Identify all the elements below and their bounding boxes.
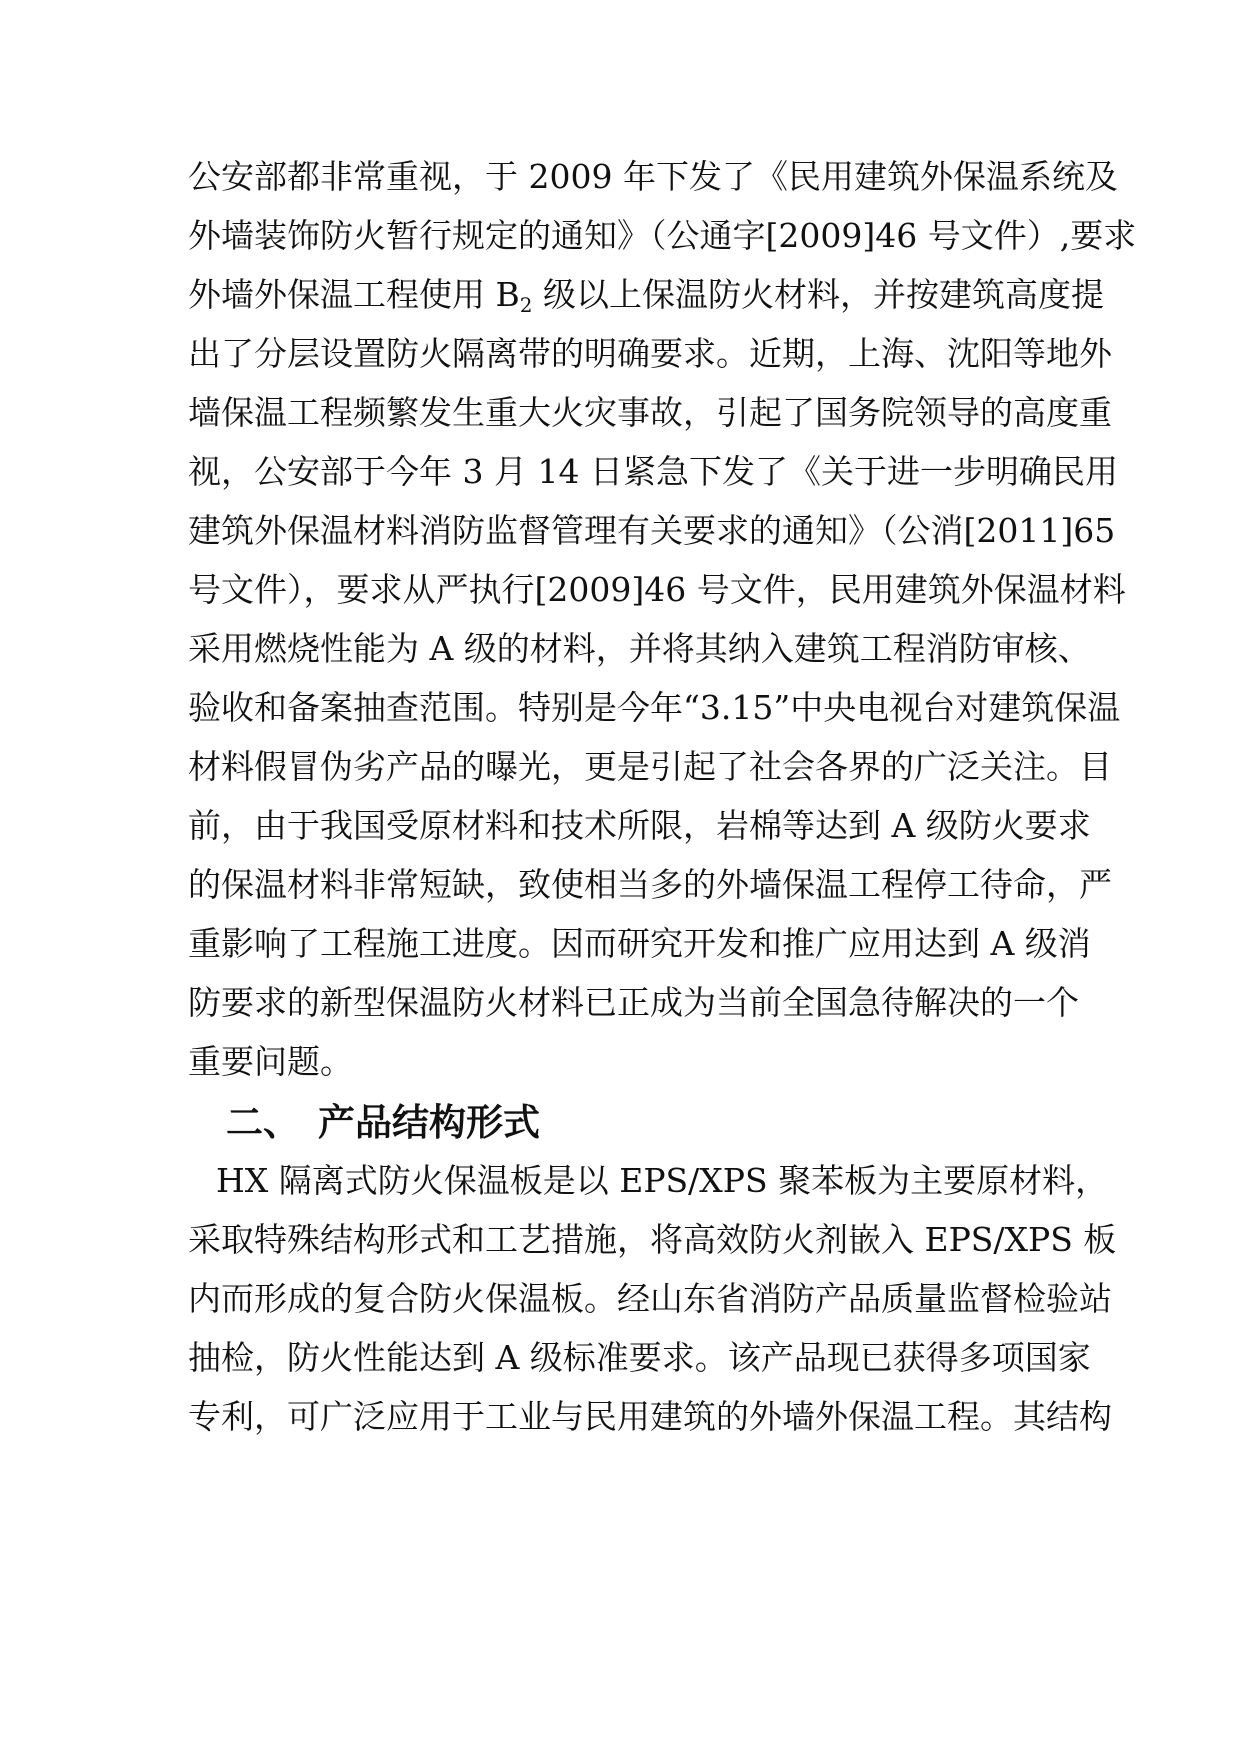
section-heading bbox=[226, 1097, 540, 1149]
paragraph2-line-3: 内而形成的复合防火保温板。经山东省消防产品质量监督检验站 bbox=[188, 1279, 1112, 1318]
paragraph1-line-11: 材料假冒伪劣产品的曝光，更是引起了社会各界的广泛关注。目 bbox=[188, 747, 1112, 786]
paragraph1-line-1: 公安部都非常重视，于 2009 年下发了《民用建筑外保温系统及 bbox=[188, 157, 1118, 196]
paragraph1-line-16: 重要问题。 bbox=[188, 1042, 353, 1081]
paragraph2-line-2: 采取特殊结构形式和工艺措施，将高效防火剂嵌入 EPS/XPS 板 bbox=[188, 1220, 1117, 1259]
paragraph1-line-8: 号文件），要求从严执行[2009]46 号文件，民用建筑外保温材料 bbox=[188, 570, 1126, 609]
paragraph1-line-6: 视，公安部于今年 3 月 14 日紧急下发了《关于进一步明确民用 bbox=[188, 452, 1118, 491]
paragraph1-line-15: 防要求的新型保温防火材料已正成为当前全国急待解决的一个 bbox=[188, 983, 1079, 1022]
paragraph1-line-5: 墙保温工程频繁发生重大火灾事故，引起了国务院领导的高度重 bbox=[188, 393, 1112, 432]
paragraph1-line-13: 的保温材料非常短缺，致使相当多的外墙保温工程停工待命，严 bbox=[188, 865, 1112, 904]
paragraph2-line-4: 抽检，防火性能达到 A 级标准要求。该产品现已获得多项国家 bbox=[188, 1338, 1091, 1377]
paragraph2-line-5: 专利，可广泛应用于工业与民用建筑的外墙外保温工程。其结构 bbox=[188, 1397, 1112, 1436]
paragraph1-line-12: 前，由于我国受原材料和技术所限，岩棉等达到 A 级防火要求 bbox=[188, 806, 1091, 845]
section-title: 产品结构形式 bbox=[318, 1101, 540, 1144]
section-number: 二、 bbox=[226, 1101, 300, 1144]
paragraph1-line-3 bbox=[188, 271, 1104, 319]
paragraph1-line-3-before: 外墙外保温工程使用 B bbox=[188, 275, 520, 314]
paragraph1-line-14: 重影响了工程施工进度。因而研究开发和推广应用达到 A 级消 bbox=[188, 924, 1091, 963]
paragraph1-line-4: 出了分层设置防火隔离带的明确要求。近期，上海、沈阳等地外 bbox=[188, 334, 1112, 373]
paragraph1-line-9: 采用燃烧性能为 A 级的材料，并将其纳入建筑工程消防审核、 bbox=[188, 629, 1091, 668]
paragraph1-line-3-after: 级以上保温防火材料，并按建筑高度提 bbox=[532, 275, 1104, 314]
paragraph1-line-10: 验收和备案抽查范围。特别是今年“3.15”中央电视台对建筑保温 bbox=[188, 688, 1121, 727]
paragraph2-line-1: HX 隔离式防火保温板是以 EPS/XPS 聚苯板为主要原材料， bbox=[216, 1161, 1109, 1200]
paragraph1-line-2: 外墙装饰防火暂行规定的通知》（公通字[2009]46 号文件）,要求 bbox=[188, 216, 1137, 255]
paragraph1-line-7: 建筑外保温材料消防监督管理有关要求的通知》（公消[2011]65 bbox=[188, 511, 1116, 550]
subscript-2: 2 bbox=[519, 293, 533, 317]
